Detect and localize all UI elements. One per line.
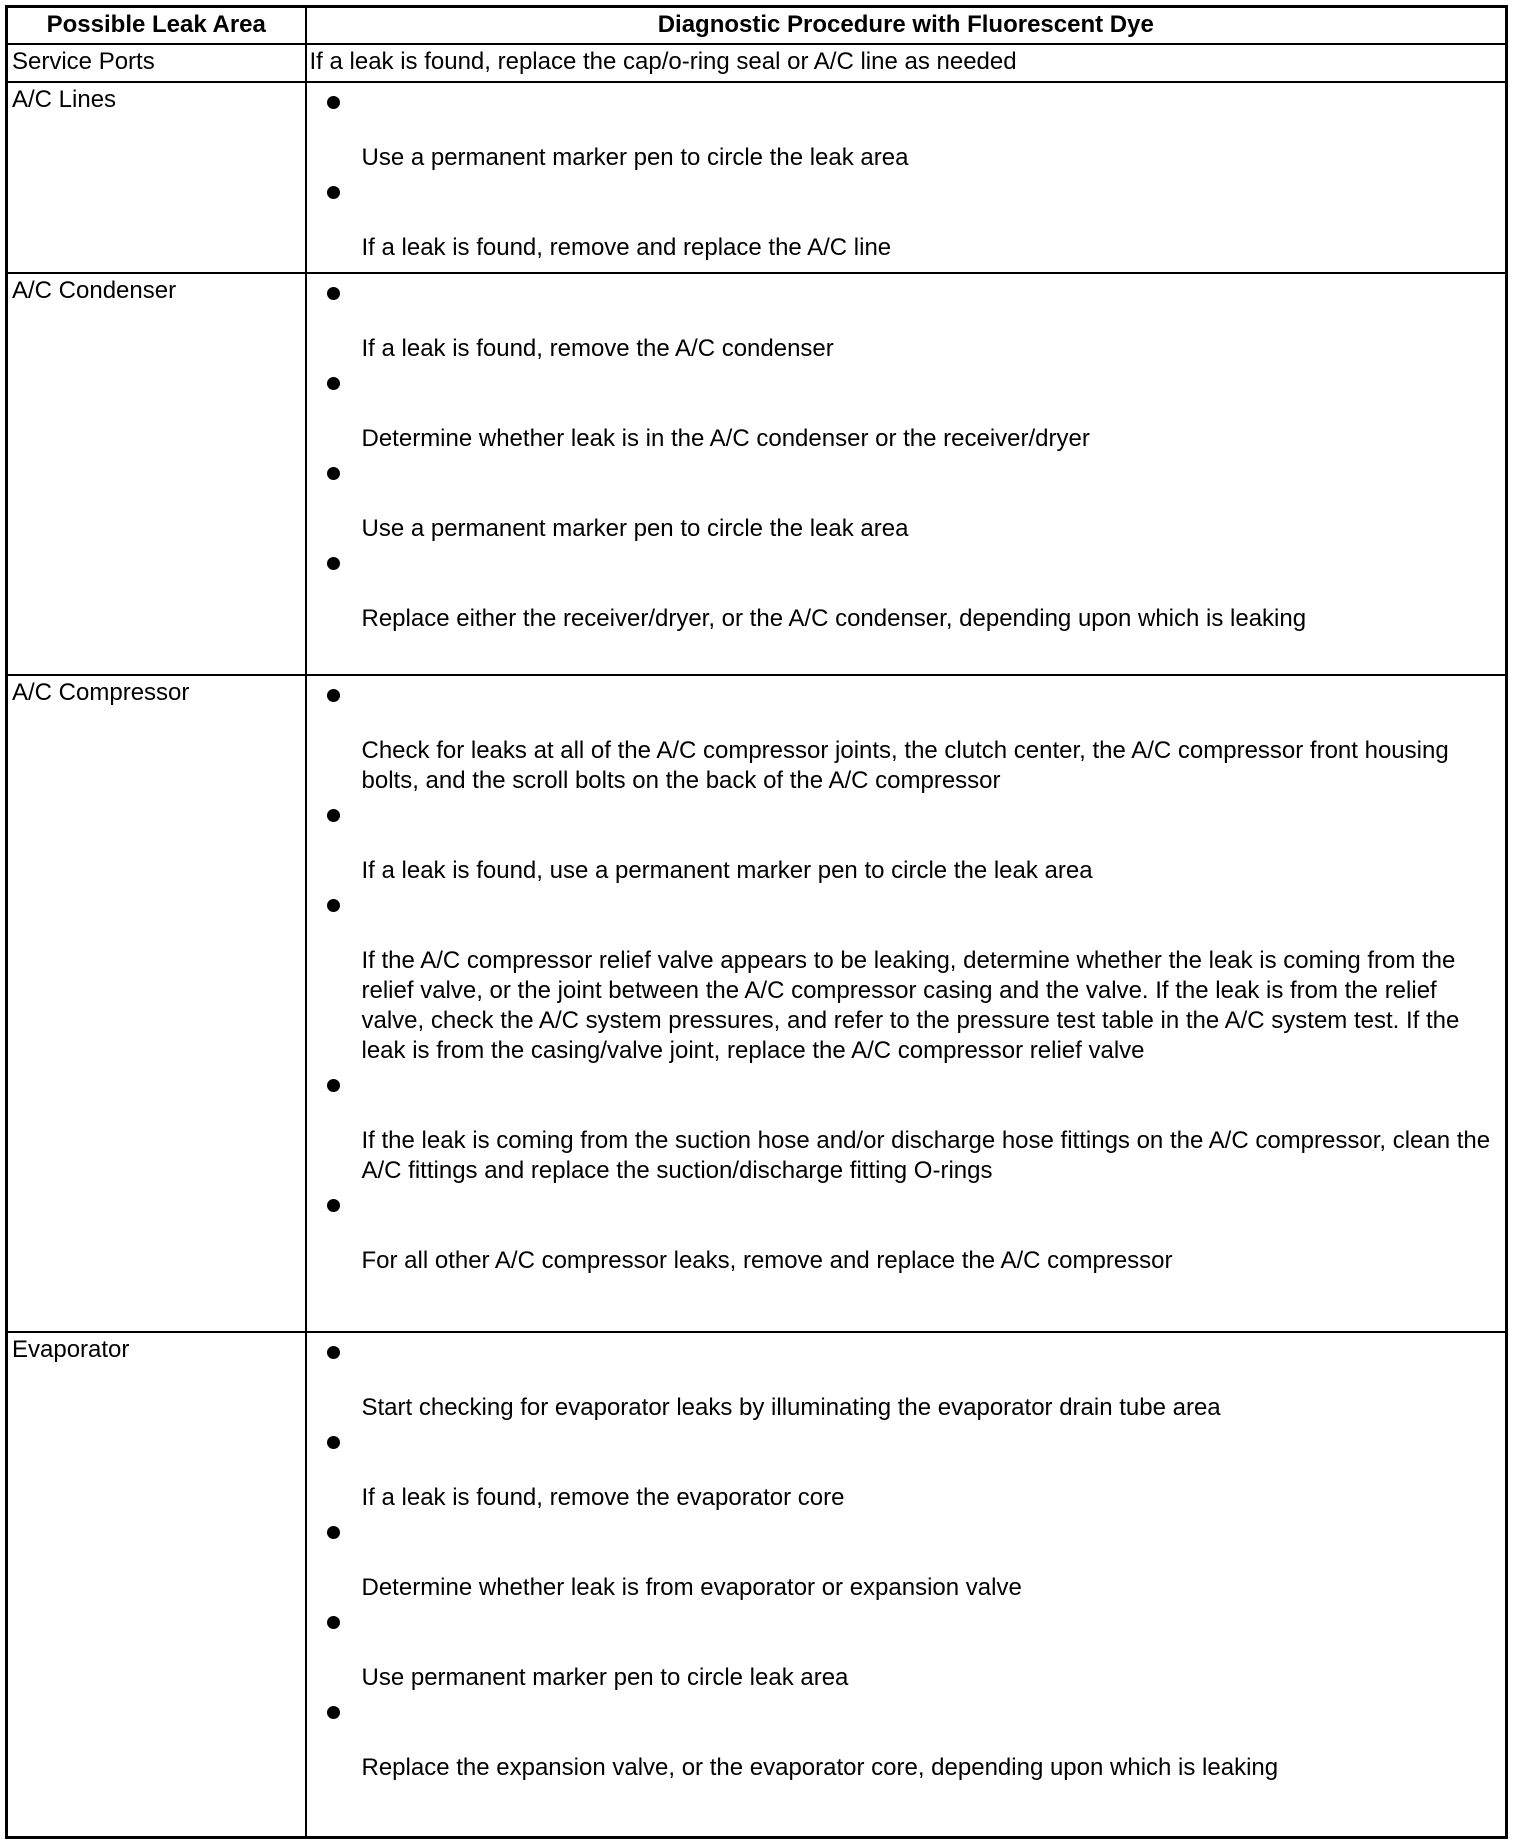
leak-area-cell: Evaporator [7,1332,306,1838]
header-possible-leak-area: Possible Leak Area [7,7,306,44]
procedure-step: Replace the expansion valve, or the evaporator core, depending upon which is leaking [361,1753,1279,1781]
procedure-step: If a leak is found, remove the A/C condenser [361,334,834,362]
bullet-icon [307,280,1506,306]
procedure-step: Start checking for evaporator leaks by illuminating the evaporator drain tube area [361,1393,1221,1421]
bullet-icon [307,1192,1506,1218]
procedure-cell [306,44,1507,82]
procedure-step: Use permanent marker pen to circle leak area [361,1663,849,1691]
procedure-step: For all other A/C compressor leaks, remove and replace the A/C compressor [361,1246,1173,1274]
table-header-row [7,7,1507,44]
table-row [7,675,1507,1332]
bullet-icon [307,89,1506,115]
procedure-step: Determine whether leak is from evaporator or expansion valve [361,1573,1022,1601]
bullet-icon [307,1699,1506,1725]
leak-area-cell: A/C Compressor [7,675,306,1332]
leak-area-cell: Service Ports [7,44,306,82]
procedure-step: Use a permanent marker pen to circle the leak area [361,143,909,171]
procedure-step: If the leak is coming from the suction hose and/or discharge hose fittings on the A/C compressor, clean the A/C fittings and replace the suction/discharge fitting O-rings [361,1126,1491,1184]
table-row [7,1332,1507,1838]
bullet-icon [307,460,1506,486]
procedure-text: If a leak is found, replace the cap/o-ring seal or A/C line as needed [309,47,1017,75]
bullet-icon [307,682,1506,708]
procedure-cell [306,82,1507,273]
bullet-icon [307,1519,1506,1545]
leak-area-cell: A/C Lines [7,82,306,273]
procedure-step: If a leak is found, remove the evaporator core [361,1483,845,1511]
procedure-step: Use a permanent marker pen to circle the leak area [361,514,909,542]
bullet-icon [307,370,1506,396]
bullet-icon [307,179,1506,205]
procedure-cell [306,675,1507,1332]
table-row [7,273,1507,675]
procedure-cell [306,1332,1507,1838]
procedure-cell [306,273,1507,675]
table-row [7,44,1507,82]
procedure-step: Replace either the receiver/dryer, or the A/C condenser, depending upon which is leaking [361,604,1307,632]
bullet-icon [307,802,1506,828]
diagnostic-table [5,5,1508,1839]
procedure-step: Determine whether leak is in the A/C condenser or the receiver/dryer [361,424,1090,452]
bullet-icon [307,550,1506,576]
procedure-step: If a leak is found, remove and replace the A/C line [361,233,892,261]
header-diagnostic-procedure: Diagnostic Procedure with Fluorescent Dye [306,7,1507,44]
bullet-icon [307,1072,1506,1098]
leak-area-cell: A/C Condenser [7,273,306,675]
bullet-icon [307,1429,1506,1455]
procedure-step: Check for leaks at all of the A/C compressor joints, the clutch center, the A/C compressor front housing bolts, and the scroll bolts on the back of the A/C compressor [361,736,1449,794]
table-row [7,82,1507,273]
bullet-icon [307,1609,1506,1635]
bullet-icon [307,892,1506,918]
bullet-icon [307,1339,1506,1365]
procedure-step: If a leak is found, use a permanent marker pen to circle the leak area [361,856,1093,884]
procedure-step: If the A/C compressor relief valve appears to be leaking, determine whether the leak is coming from the relief valve, or the joint between the A/C compressor casing and the valve. If the leak is from the relief valve, check the A/C system pressures, and refer to the pressure test table in the A/C system test. If the leak is from the casing/valve joint, replace the A/C compressor relief valve [361,946,1460,1064]
